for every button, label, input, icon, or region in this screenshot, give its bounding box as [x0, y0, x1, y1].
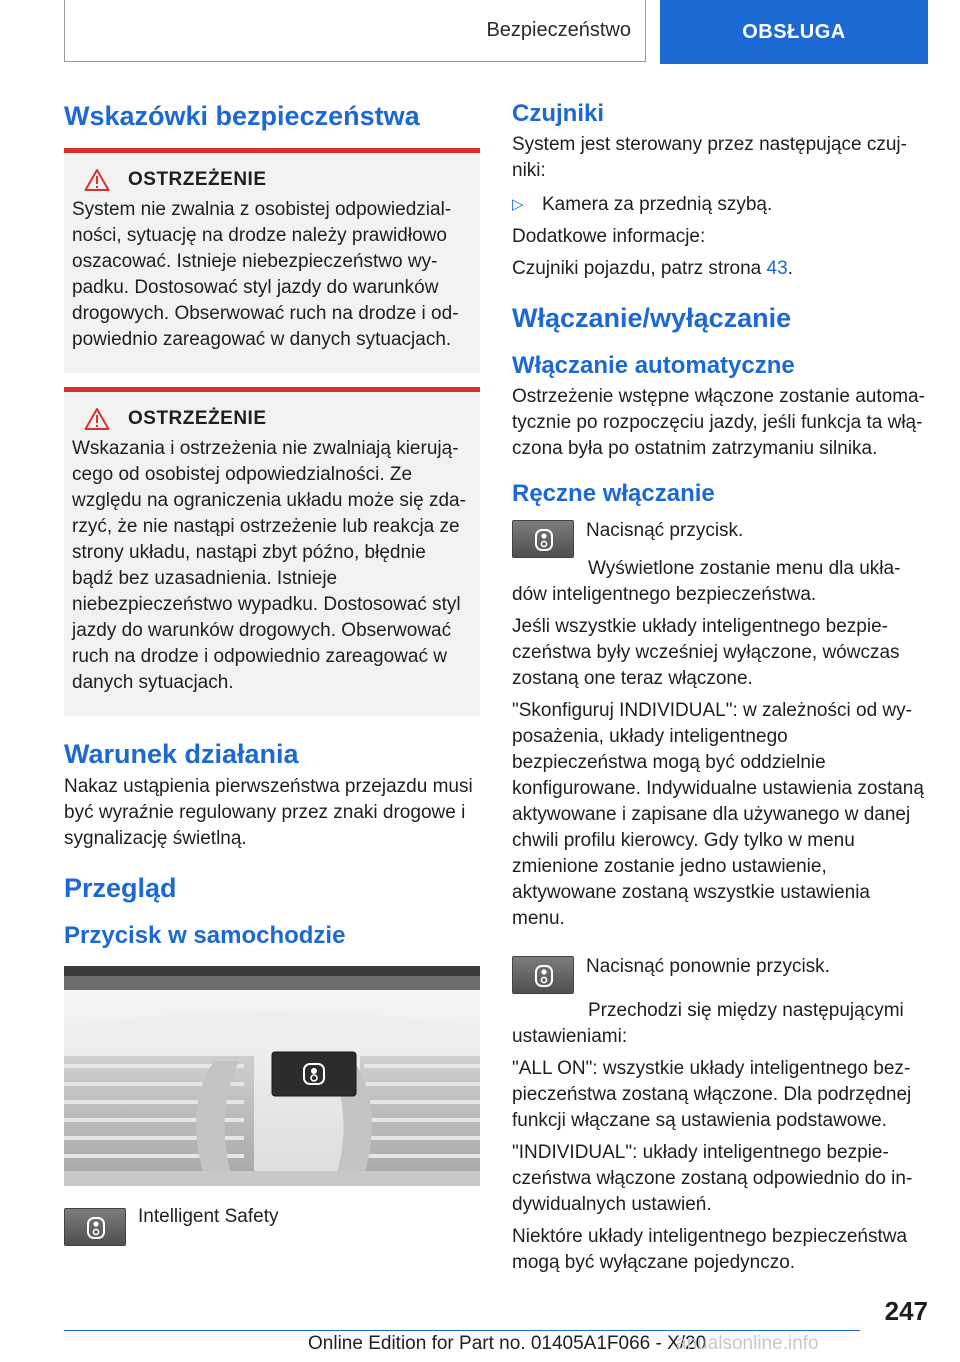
sensors-text: System jest sterowany przez następujące czujniki:: [512, 134, 907, 181]
warning-triangle-icon: [84, 407, 110, 431]
sensors-heading: Czujniki: [512, 100, 605, 127]
intelligent-safety-button-icon: [512, 520, 574, 558]
some-off-text: Niektóre układy inteligentnego bezpieczeństwa mogą być wyłączane pojedynczo.: [512, 1226, 908, 1273]
dashboard-illustration: [64, 966, 480, 1186]
intelligent-safety-button-icon: [512, 956, 574, 994]
sensors-reference-end: .: [787, 258, 793, 279]
auto-on-heading: Włączanie automatyczne: [512, 352, 795, 379]
warning-title: [72, 406, 470, 432]
warning-label: OSTRZEŻENIE: [128, 408, 267, 429]
footer-divider: [64, 1330, 860, 1331]
chapter-tab[interactable]: OBSŁUGA: [660, 0, 928, 64]
safety-notes-heading: Wskazówki bezpieczeństwa: [64, 101, 420, 131]
page-number: 247: [884, 1296, 928, 1326]
on-off-heading: Włączanie/wyłączanie: [512, 303, 792, 333]
overview-heading: Przegląd: [64, 873, 177, 903]
manual-step-1: [512, 518, 928, 558]
button-in-car-heading: Przycisk w samochodzie: [64, 922, 346, 949]
manual-step-1-text: Wyświetlone zostanie menu dla układów inteligentnego bezpieczeństwa.: [512, 558, 901, 605]
warning-triangle-icon: [84, 168, 110, 192]
individual-text: "INDIVIDUAL": układy inteligentnego bezpieczeństwa włączone zostaną odpowiednio do indywidualnych ustawień.: [512, 1142, 913, 1215]
additional-info-label: Dodatkowe informacje:: [512, 226, 706, 247]
manual-paragraph-3: "Skonfiguruj INDIVIDUAL": w zależności od wyposażenia, układy inteligentnego bezpieczeństwa mogą być oddzielnie konfigurowane. Indywidualne ustawienia zostaną aktywowane i zapisane dla używanego w danej chwili profilu kierowcy. Gdy tylko w menu zmienione zostanie jedno ustawienie, aktywowane zostaną wszystkie ustawienia menu.: [512, 700, 924, 929]
edition-text: Online Edition for Part no. 01405A1F066 - X/20: [308, 1333, 707, 1354]
auto-on-text: Ostrzeżenie wstępne włączone zostanie automatycznie po rozpoczęciu jazdy, jeśli funkcja ta włączona była po ostatnim zatrzymaniu silnika.: [512, 386, 925, 459]
manual-step-2: [512, 954, 928, 994]
watermark: anualsonline.info: [676, 1333, 819, 1354]
sensors-item: Kamera za przednią szybą.: [542, 194, 773, 215]
car-button-photo: [64, 966, 480, 1186]
manual-step-1-content: [586, 518, 743, 550]
triangle-bullet-icon: ▷: [512, 196, 524, 213]
all-on-text: "ALL ON": wszystkie układy inteligentnego bezpieczeństwa zostaną włączone. Dla podrzędnej funkcji włączane są ustawienia podstawowe.: [512, 1058, 912, 1131]
page-link[interactable]: 43: [766, 258, 788, 279]
left-column: [64, 98, 480, 1246]
page-header: [64, 0, 928, 64]
manual-step-2-text: Przechodzi się między następującymi ustawieniami:: [512, 1000, 904, 1047]
warning-box-1: [64, 148, 480, 373]
condition-heading: Warunek działania: [64, 739, 299, 769]
warning-box-2: [64, 387, 480, 716]
manual-paragraph-2: Jeśli wszystkie układy inteligentnego bezpieczeństwa były wcześniej wyłączone, wówczas zostaną one teraz włączone.: [512, 616, 900, 689]
warning-title: [72, 167, 470, 193]
manual-step-1-label: Nacisnąć przycisk.: [586, 520, 744, 541]
condition-text: Nakaz ustąpienia pierwszeństwa przejazdu musi być wyraźnie regulowany przez znaki drogowe i sygnalizację świetlną.: [64, 776, 473, 849]
warning-text: System nie zwalnia z osobistej odpowiedzialności, sytuację na drodze należy prawidłowo oszacować. Istnieje niebezpieczeństwo wypadku. Dostosować styl jazdy do warunków drogowych. Obserwować ruch na drodze i odpowiednio zareagować w danych sytuacjach.: [72, 199, 459, 350]
button-caption: Intelligent Safety: [138, 1206, 279, 1227]
list-item: [512, 192, 928, 218]
manual-on-heading: Ręczne włączanie: [512, 480, 715, 507]
manual-step-2-label: Nacisnąć ponownie przycisk.: [586, 956, 830, 977]
section-title: Bezpieczeństwo: [64, 0, 646, 62]
sensors-reference: [512, 256, 928, 282]
sensors-reference-text: Czujniki pojazdu, patrz strona: [512, 258, 767, 279]
warning-label: OSTRZEŻENIE: [128, 169, 267, 190]
warning-text: Wskazania i ostrzeżenia nie zwalniają kierującego od osobistej odpowiedzialności. Ze względu na ograniczenia układu może się zdarzyć, że nie nastąpi ostrzeżenie lub reakcja ze strony układu, nastąpi zbyt późno, błędnie bądź bez uzasadnienia. Istnieje niebezpieczeństwo wypadku. Dostosować styl jazdy do warunków drogowych. Obserwować ruch na drodze i odpowiednio zareagować w danych sytuacjach.: [72, 438, 466, 693]
intelligent-safety-button-icon: [64, 1208, 126, 1246]
right-column: [512, 98, 928, 1276]
intelligent-safety-button-row: [64, 1204, 480, 1246]
